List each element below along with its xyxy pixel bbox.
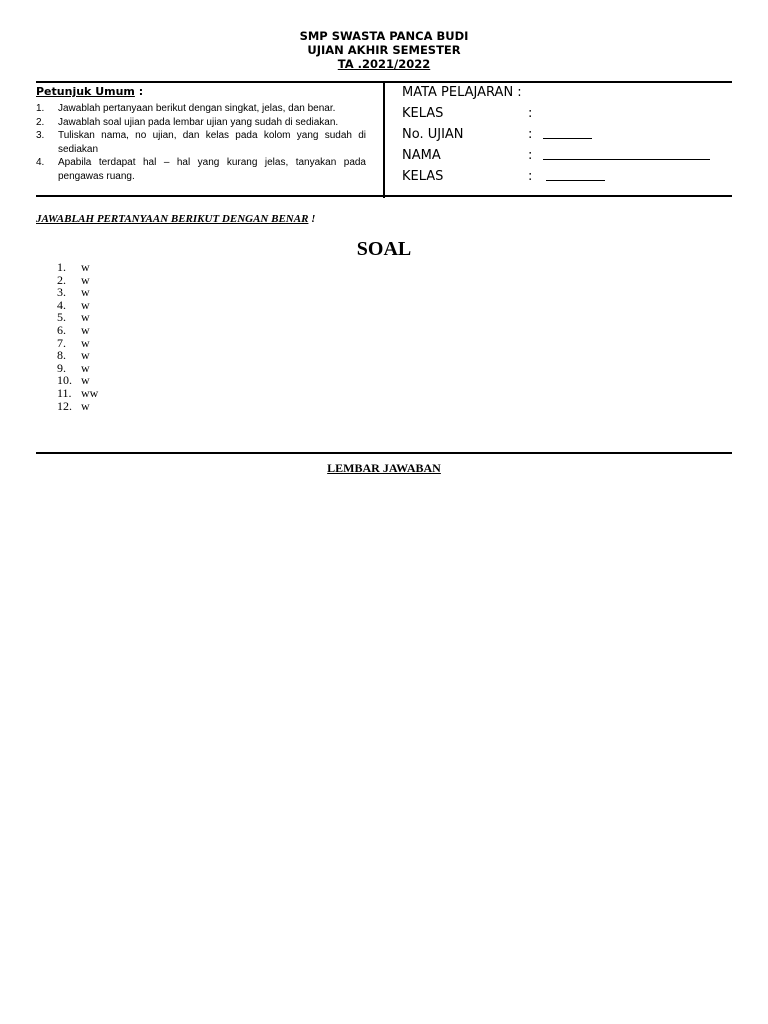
instruction-number: 1. xyxy=(36,103,45,114)
field-name-label: NAMA xyxy=(402,148,441,163)
question-text: w xyxy=(81,322,90,337)
instruction-item xyxy=(36,156,366,183)
questions-list xyxy=(57,261,98,412)
question-text: w xyxy=(81,297,90,312)
question-text: w xyxy=(81,272,90,287)
header-divider xyxy=(383,82,385,198)
instruction-text: Jawablah soal ujian pada lembar ujian yang sudah di sediakan. xyxy=(58,116,339,128)
instruction-item xyxy=(36,129,366,156)
question-text: w xyxy=(81,310,90,325)
question-text: w xyxy=(81,285,90,300)
question-text: w xyxy=(81,373,90,388)
instructions-title-text: Petunjuk Umum xyxy=(36,85,135,98)
answer-instruction-text: JAWABLAH PERTANYAAN BERIKUT DENGAN BENAR xyxy=(36,213,309,225)
document-header xyxy=(0,29,768,71)
question-text: w xyxy=(81,260,90,274)
question-item xyxy=(57,261,98,274)
answer-sheet-title: LEMBAR JAWABAN xyxy=(327,461,441,475)
field-exam-number-label: No. UJIAN xyxy=(402,127,464,142)
general-instructions xyxy=(36,85,366,183)
question-item xyxy=(57,324,98,337)
question-number: 12. xyxy=(57,398,72,413)
field-subject-label: MATA PELAJARAN : xyxy=(402,85,522,100)
question-text: ww xyxy=(81,385,99,400)
field-exam-number[interactable] xyxy=(402,126,533,147)
question-text: w xyxy=(81,335,90,350)
field-class-2-blank[interactable] xyxy=(546,180,605,181)
question-item xyxy=(57,400,98,413)
answer-section-rule xyxy=(36,452,732,454)
field-class-2-colon: : xyxy=(528,169,533,184)
field-class-colon: : xyxy=(528,106,533,121)
question-number: 10. xyxy=(57,373,72,388)
instruction-item xyxy=(36,116,366,130)
question-number: 1. xyxy=(57,260,66,274)
instruction-text: Tuliskan nama, no ujian, dan kelas pada kolom yang sudah di sediakan xyxy=(58,130,366,155)
field-class-2[interactable] xyxy=(402,168,533,189)
question-number: 2. xyxy=(57,272,66,287)
field-name-colon: : xyxy=(528,148,533,163)
school-name: SMP SWASTA PANCA BUDI xyxy=(299,29,469,43)
header-bottom-rule xyxy=(36,195,732,197)
field-name-blank[interactable] xyxy=(543,159,710,160)
answer-instruction xyxy=(36,213,315,225)
question-number: 5. xyxy=(57,310,66,325)
question-item xyxy=(57,349,98,362)
instruction-text: Jawablah pertanyaan berikut dengan singkat, jelas, dan benar. xyxy=(58,103,336,114)
instruction-text: Apabila terdapat hal – hal yang kurang jelas, tanyakan pada pengawas ruang. xyxy=(58,157,366,182)
field-exam-number-blank[interactable] xyxy=(543,138,592,139)
field-class-2-label: KELAS xyxy=(402,169,444,184)
field-name[interactable] xyxy=(402,147,533,168)
instruction-number: 4. xyxy=(36,157,45,168)
instruction-number: 2. xyxy=(36,116,45,128)
exam-title: UJIAN AKHIR SEMESTER xyxy=(307,43,461,57)
field-class[interactable] xyxy=(402,105,533,126)
student-info-fields xyxy=(402,84,533,189)
instructions-list xyxy=(36,102,366,183)
question-number: 6. xyxy=(57,322,66,337)
questions-heading: SOAL xyxy=(356,238,412,260)
academic-year: TA .2021/2022 xyxy=(337,57,431,71)
question-text: w xyxy=(81,348,90,363)
question-item xyxy=(57,387,98,400)
field-exam-number-colon: : xyxy=(528,127,533,142)
answer-instruction-suffix: ! xyxy=(308,213,316,225)
question-text: w xyxy=(81,398,90,413)
instructions-title xyxy=(36,85,366,98)
instruction-item xyxy=(36,102,366,116)
question-number: 3. xyxy=(57,285,66,300)
question-number: 7. xyxy=(57,335,66,350)
instruction-number: 3. xyxy=(36,130,45,141)
instructions-title-colon: : xyxy=(134,85,144,98)
question-number: 8. xyxy=(57,348,66,363)
field-class-label: KELAS xyxy=(402,106,444,121)
field-subject[interactable] xyxy=(402,84,522,105)
question-item xyxy=(57,286,98,299)
question-text: w xyxy=(81,360,90,375)
question-number: 9. xyxy=(57,360,66,375)
question-number: 4. xyxy=(57,297,66,312)
question-number: 11. xyxy=(57,385,72,400)
